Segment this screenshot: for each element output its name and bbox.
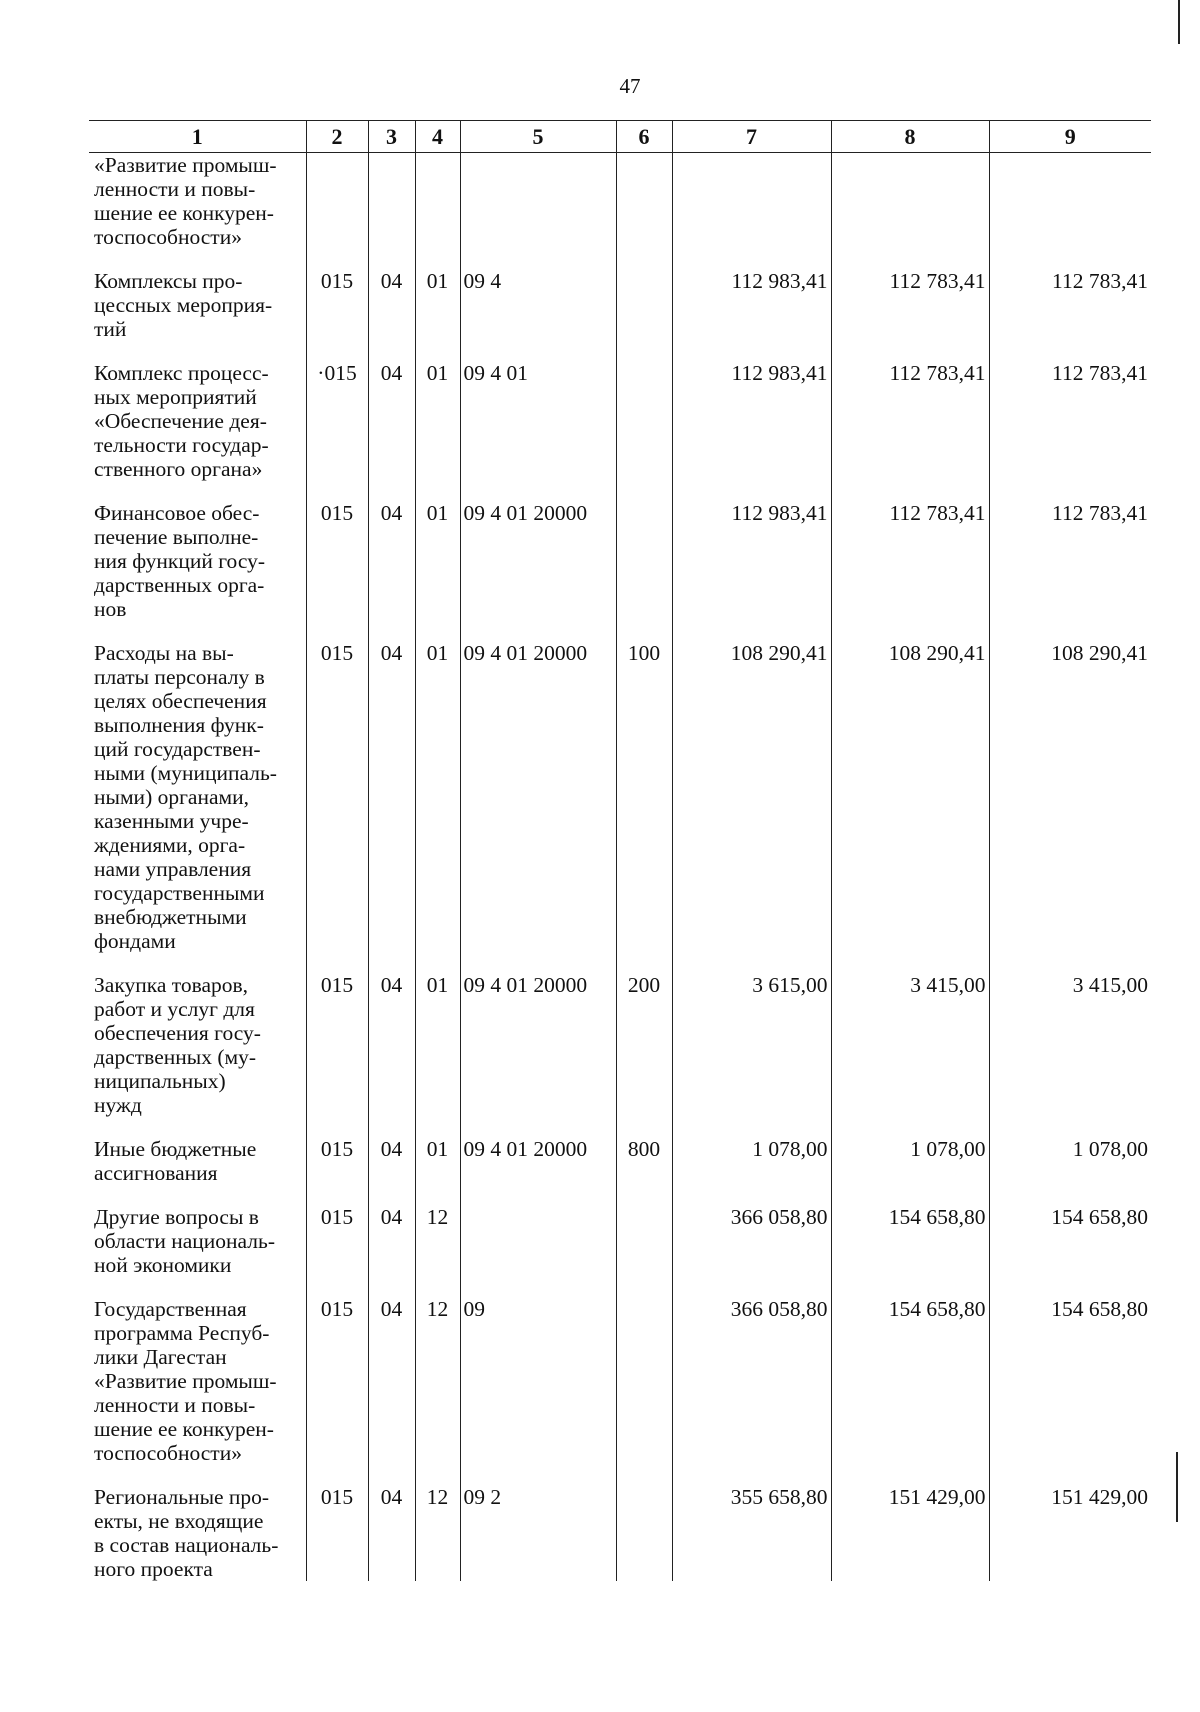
row-name: «Развитие промыш- ленности и повы- шение ее конкурен- тоспособности»	[94, 153, 277, 249]
cell-amount-8: 1 078,00	[831, 1137, 989, 1205]
cell-amount-7: 3 615,00	[672, 973, 831, 1137]
col-header: 9	[989, 121, 1151, 153]
row-name: Комплекс процесс- ных мероприятий «Обеспечение дея- тельности государ- ственного органа»	[94, 361, 269, 481]
cell-amount-8: 154 658,80	[831, 1205, 989, 1297]
col-header: 4	[415, 121, 460, 153]
cell-subsection: 12	[415, 1205, 460, 1297]
cell-ministry: 015	[306, 269, 368, 361]
cell-expense-type	[616, 1485, 672, 1581]
cell-amount-8: 151 429,00	[831, 1485, 989, 1581]
cell-amount-8: 112 783,41	[831, 501, 989, 641]
scan-edge-mark	[1176, 1452, 1178, 1522]
cell-subsection: 12	[415, 1297, 460, 1485]
cell-expense-type	[616, 1205, 672, 1297]
cell-amount-7: 355 658,80	[672, 1485, 831, 1581]
cell-amount-9: 151 429,00	[989, 1485, 1151, 1581]
cell-target-article	[460, 153, 616, 270]
cell-subsection: 12	[415, 1485, 460, 1581]
cell-section: 04	[368, 641, 415, 973]
col-header: 1	[89, 121, 306, 153]
cell-ministry: 015	[306, 1205, 368, 1297]
table-row	[89, 501, 1151, 641]
cell-expense-type	[616, 501, 672, 641]
col-header: 8	[831, 121, 989, 153]
cell-amount-8: 112 783,41	[831, 269, 989, 361]
cell-amount-7: 1 078,00	[672, 1137, 831, 1205]
col-header: 5	[460, 121, 616, 153]
cell-section: 04	[368, 1205, 415, 1297]
cell-target-article	[460, 1205, 616, 1297]
table-row	[89, 1297, 1151, 1485]
cell-amount-9: 112 783,41	[989, 501, 1151, 641]
table-row	[89, 269, 1151, 361]
cell-section: 04	[368, 1137, 415, 1205]
col-header: 3	[368, 121, 415, 153]
table-row	[89, 361, 1151, 501]
table-row	[89, 1205, 1151, 1297]
cell-expense-type: 800	[616, 1137, 672, 1205]
cell-amount-9: 154 658,80	[989, 1297, 1151, 1485]
cell-amount-9: 3 415,00	[989, 973, 1151, 1137]
header-row	[89, 121, 1151, 153]
cell-amount-8: 112 783,41	[831, 361, 989, 501]
cell-section: 04	[368, 973, 415, 1137]
cell-subsection: 01	[415, 1137, 460, 1205]
cell-ministry: 015	[306, 1137, 368, 1205]
cell-ministry	[306, 153, 368, 270]
cell-subsection	[415, 153, 460, 270]
cell-expense-type	[616, 361, 672, 501]
cell-ministry: 015	[306, 1485, 368, 1581]
row-name: Финансовое обес- печение выполне- ния функций госу- дарственных орга- нов	[94, 501, 266, 621]
cell-expense-type: 100	[616, 641, 672, 973]
cell-amount-8: 154 658,80	[831, 1297, 989, 1485]
cell-subsection: 01	[415, 361, 460, 501]
cell-section: 04	[368, 269, 415, 361]
table-row	[89, 641, 1151, 973]
row-name: Другие вопросы в области националь- ной экономики	[94, 1205, 275, 1277]
cell-amount-9: 154 658,80	[989, 1205, 1151, 1297]
cell-amount-7: 112 983,41	[672, 361, 831, 501]
cell-ministry: 015	[306, 1297, 368, 1485]
cell-target-article: 09	[460, 1297, 616, 1485]
row-name: Государственная программа Респуб- лики Дагестан «Развитие промыш- ленности и повы- шение ее конкурен- тоспособности»	[94, 1297, 277, 1465]
cell-target-article: 09 4 01 20000	[460, 973, 616, 1137]
cell-target-article: 09 2	[460, 1485, 616, 1581]
cell-amount-7	[672, 153, 831, 270]
cell-amount-8: 108 290,41	[831, 641, 989, 973]
table-row	[89, 973, 1151, 1137]
row-name: Расходы на вы- платы персоналу в целях обеспечения выполнения функ- ций государствен- ными (муниципаль- ными) органами, казенными учре- ждениями, орга- нами управления государственными внебюджетными фондами	[94, 641, 277, 953]
cell-amount-9: 112 783,41	[989, 269, 1151, 361]
cell-subsection: 01	[415, 641, 460, 973]
row-name: Комплексы про- цессных мероприя- тий	[94, 269, 273, 341]
cell-expense-type: 200	[616, 973, 672, 1137]
cell-amount-9: 108 290,41	[989, 641, 1151, 973]
cell-amount-8	[831, 153, 989, 270]
row-name: Иные бюджетные ассигнования	[94, 1137, 257, 1185]
page-number: 47	[619, 74, 641, 98]
row-name: Региональные про- екты, не входящие в состав националь- ного проекта	[94, 1485, 279, 1581]
cell-section: 04	[368, 361, 415, 501]
cell-target-article: 09 4 01	[460, 361, 616, 501]
cell-amount-7: 112 983,41	[672, 501, 831, 641]
cell-amount-7: 366 058,80	[672, 1205, 831, 1297]
row-name: Закупка товаров, работ и услуг для обеспечения госу- дарственных (му- ниципальных) нужд	[94, 973, 261, 1117]
cell-expense-type	[616, 1297, 672, 1485]
scan-edge-mark	[1178, 0, 1180, 44]
cell-ministry: 015	[306, 641, 368, 973]
cell-section	[368, 153, 415, 270]
cell-amount-9: 112 783,41	[989, 361, 1151, 501]
cell-ministry: ·015	[306, 361, 368, 501]
table-row	[89, 1485, 1151, 1581]
cell-section: 04	[368, 1297, 415, 1485]
budget-table	[89, 120, 1151, 1581]
cell-amount-9: 1 078,00	[989, 1137, 1151, 1205]
table-row	[89, 1137, 1151, 1205]
cell-amount-7: 112 983,41	[672, 269, 831, 361]
cell-section: 04	[368, 501, 415, 641]
cell-target-article: 09 4 01 20000	[460, 1137, 616, 1205]
cell-target-article: 09 4 01 20000	[460, 641, 616, 973]
cell-amount-7: 108 290,41	[672, 641, 831, 973]
table-row	[89, 153, 1151, 270]
cell-ministry: 015	[306, 501, 368, 641]
cell-target-article: 09 4 01 20000	[460, 501, 616, 641]
cell-target-article: 09 4	[460, 269, 616, 361]
cell-subsection: 01	[415, 973, 460, 1137]
cell-expense-type	[616, 269, 672, 361]
cell-ministry: 015	[306, 973, 368, 1137]
cell-subsection: 01	[415, 501, 460, 641]
col-header: 2	[306, 121, 368, 153]
cell-amount-7: 366 058,80	[672, 1297, 831, 1485]
cell-section: 04	[368, 1485, 415, 1581]
cell-amount-8: 3 415,00	[831, 973, 989, 1137]
cell-amount-9	[989, 153, 1151, 270]
cell-expense-type	[616, 153, 672, 270]
cell-subsection: 01	[415, 269, 460, 361]
col-header: 6	[616, 121, 672, 153]
col-header: 7	[672, 121, 831, 153]
